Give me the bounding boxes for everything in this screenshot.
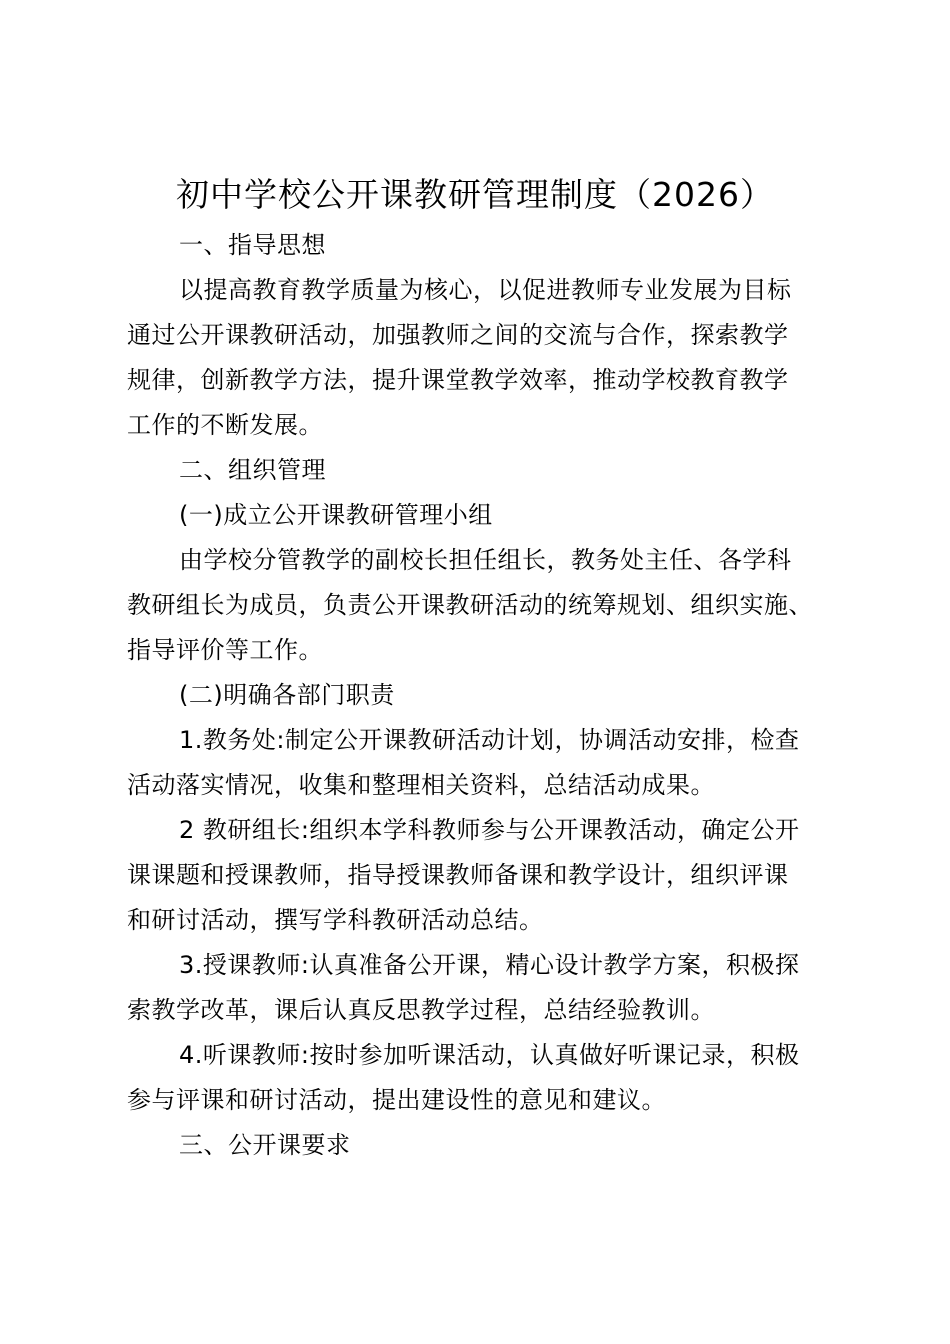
paragraph-line: 规律，创新教学方法，提升课堂教学效率，推动学校教育教学 xyxy=(127,366,789,394)
list-item-line: 3.授课教师:认真准备公开课，精心设计教学方案，积极探 xyxy=(179,951,800,979)
list-item-line: 课课题和授课教师，指导授课教师备课和教学设计，组织评课 xyxy=(127,861,789,889)
section-heading-guiding-ideology: 一、指导思想 xyxy=(179,231,326,259)
list-item-line: 和研讨活动，撰写学科教研活动总结。 xyxy=(127,906,544,934)
subsection-heading-team: (一)成立公开课教研管理小组 xyxy=(179,501,493,529)
document-title: 初中学校公开课教研管理制度（2026） xyxy=(176,175,774,214)
paragraph-line: 教研组长为成员，负责公开课教研活动的统筹规划、组织实施、 xyxy=(127,591,813,619)
subsection-heading-responsibilities: (二)明确各部门职责 xyxy=(179,681,395,709)
paragraph-line: 由学校分管教学的副校长担任组长，教务处主任、各学科 xyxy=(179,546,792,574)
list-item-line: 1.教务处:制定公开课教研活动计划，协调活动安排，检查 xyxy=(179,726,800,754)
paragraph-line: 工作的不断发展。 xyxy=(127,411,323,439)
paragraph-line: 指导评价等工作。 xyxy=(127,636,323,664)
list-item-line: 4.听课教师:按时参加听课活动，认真做好听课记录，积极 xyxy=(179,1041,800,1069)
list-item-line: 2 教研组长:组织本学科教师参与公开课教活动，确定公开 xyxy=(179,816,800,844)
section-heading-organization: 二、组织管理 xyxy=(179,456,326,484)
document-body xyxy=(127,223,847,1168)
list-item-line: 索教学改革，课后认真反思教学过程，总结经验教训。 xyxy=(127,996,715,1024)
section-heading-requirements: 三、公开课要求 xyxy=(179,1131,351,1159)
list-item-line: 活动落实情况，收集和整理相关资料，总结活动成果。 xyxy=(127,771,715,799)
list-item-line: 参与评课和研讨活动，提出建设性的意见和建议。 xyxy=(127,1086,666,1114)
paragraph-line: 以提高教育教学质量为核心，以促进教师专业发展为目标 xyxy=(179,276,792,304)
paragraph-line: 通过公开课教研活动，加强教师之间的交流与合作，探索教学 xyxy=(127,321,789,349)
